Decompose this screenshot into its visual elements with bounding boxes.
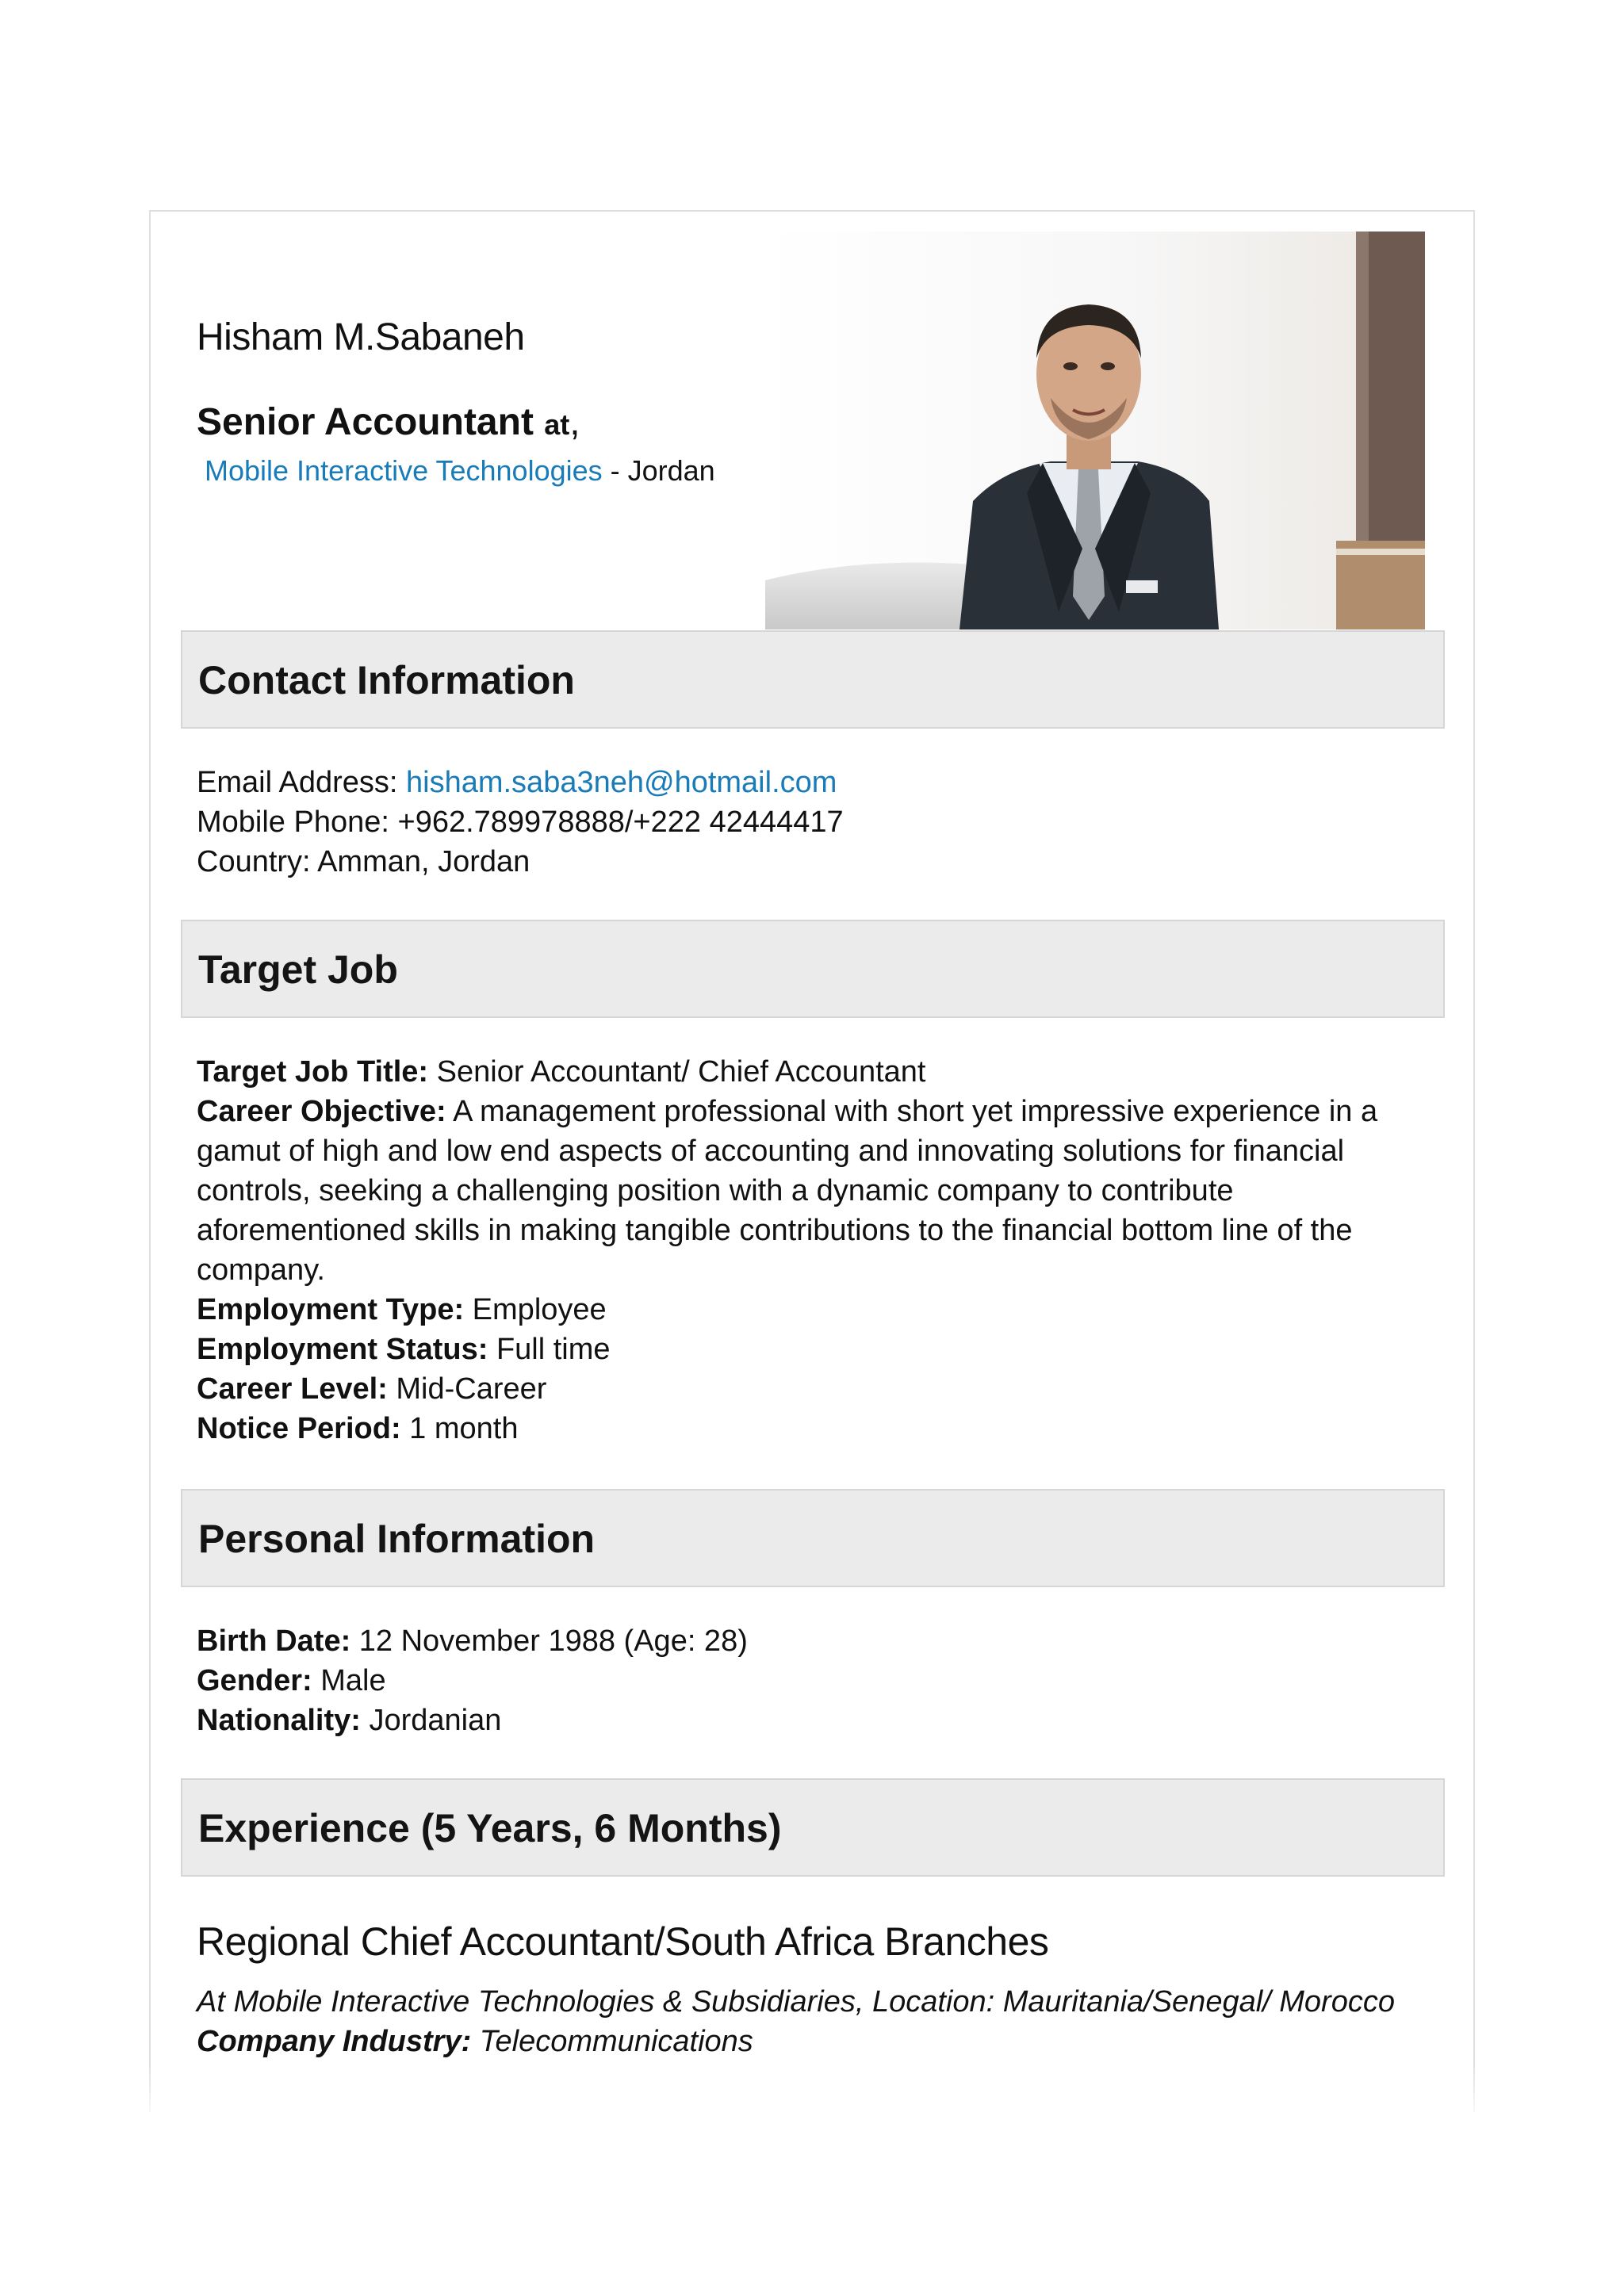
employment-status-value: Full time (488, 1333, 611, 1366)
country-value: Amman, Jordan (317, 845, 530, 878)
birth-date-label: Birth Date: (197, 1624, 351, 1658)
company-line (205, 454, 715, 488)
notice-period-value: 1 month (400, 1412, 519, 1445)
email-row (197, 763, 1418, 802)
target-job-heading: Target Job (198, 947, 398, 992)
experience-details (197, 1982, 1395, 2061)
experience-heading: Experience (5 Years, 6 Months) (198, 1806, 782, 1850)
experience-job-title: Regional Chief Accountant/South Africa Branches (197, 1919, 1049, 1964)
career-level-row (197, 1369, 1418, 1409)
gender-label: Gender: (197, 1664, 312, 1697)
profile-photo (765, 232, 1425, 629)
contact-details (197, 763, 1418, 882)
nationality-value: Jordanian (360, 1704, 502, 1737)
nationality-label: Nationality: (197, 1704, 361, 1737)
career-level-value: Mid-Career (387, 1372, 547, 1406)
phone-row (197, 802, 1418, 842)
industry-label: Company Industry: (197, 2025, 472, 2058)
country-label: Country: (197, 845, 318, 878)
employment-status-row (197, 1330, 1418, 1369)
company-link[interactable]: Mobile Interactive Technologies (205, 454, 603, 487)
email-link[interactable]: hisham.saba3neh@hotmail.com (406, 766, 837, 799)
email-label: Email Address: (197, 766, 406, 799)
card-fade (149, 2061, 1475, 2125)
experience-section-header (181, 1778, 1445, 1877)
nationality-row (197, 1701, 1418, 1740)
phone-value: +962.789978888/+222 42444417 (397, 806, 844, 839)
personal-heading: Personal Information (198, 1517, 596, 1561)
target-title-value: Senior Accountant/ Chief Accountant (428, 1055, 926, 1089)
industry-value: Telecommunications (471, 2025, 753, 2058)
target-title-label: Target Job Title: (197, 1055, 429, 1089)
candidate-name: Hisham M.Sabaneh (197, 316, 525, 358)
role-comma: , (569, 401, 580, 443)
phone-label: Mobile Phone: (197, 806, 398, 839)
personal-section-header (181, 1489, 1445, 1587)
employment-type-label: Employment Type: (197, 1293, 465, 1326)
contact-heading: Contact Information (198, 658, 575, 702)
experience-industry-row (197, 2022, 1395, 2061)
role-title: Senior Accountant (197, 401, 534, 443)
career-objective-value: A management professional with short yet impressive experience in a gamut of high and low end aspects of accounting and innovating solutions for financial controls, seeking a challenging position with a dynamic company to contribute aforementioned skills in making tangible contributions to the financial bottom line of the company. (197, 1095, 1378, 1287)
birth-date-row (197, 1621, 1418, 1661)
employment-type-value: Employee (464, 1293, 607, 1326)
career-level-label: Career Level: (197, 1372, 388, 1406)
role-at: at (544, 408, 570, 441)
employment-status-label: Employment Status: (197, 1333, 488, 1366)
target-title-row (197, 1052, 1418, 1092)
birth-date-value: 12 November 1988 (Age: 28) (350, 1624, 748, 1658)
career-objective-row (197, 1092, 1418, 1290)
country-row (197, 842, 1418, 882)
personal-details (197, 1621, 1418, 1740)
employment-type-row (197, 1290, 1418, 1330)
experience-company-line: At Mobile Interactive Technologies & Subsidiaries, Location: Mauritania/Senegal/ Morocco (197, 1985, 1395, 2019)
company-location: - Jordan (602, 454, 715, 487)
target-job-details (197, 1052, 1418, 1448)
candidate-role (197, 400, 580, 444)
target-job-section-header (181, 920, 1445, 1018)
contact-section-header (181, 630, 1445, 729)
notice-period-label: Notice Period: (197, 1412, 401, 1445)
notice-period-row (197, 1409, 1418, 1448)
career-objective-label: Career Objective: (197, 1095, 446, 1128)
gender-row (197, 1661, 1418, 1701)
gender-value: Male (312, 1664, 386, 1697)
